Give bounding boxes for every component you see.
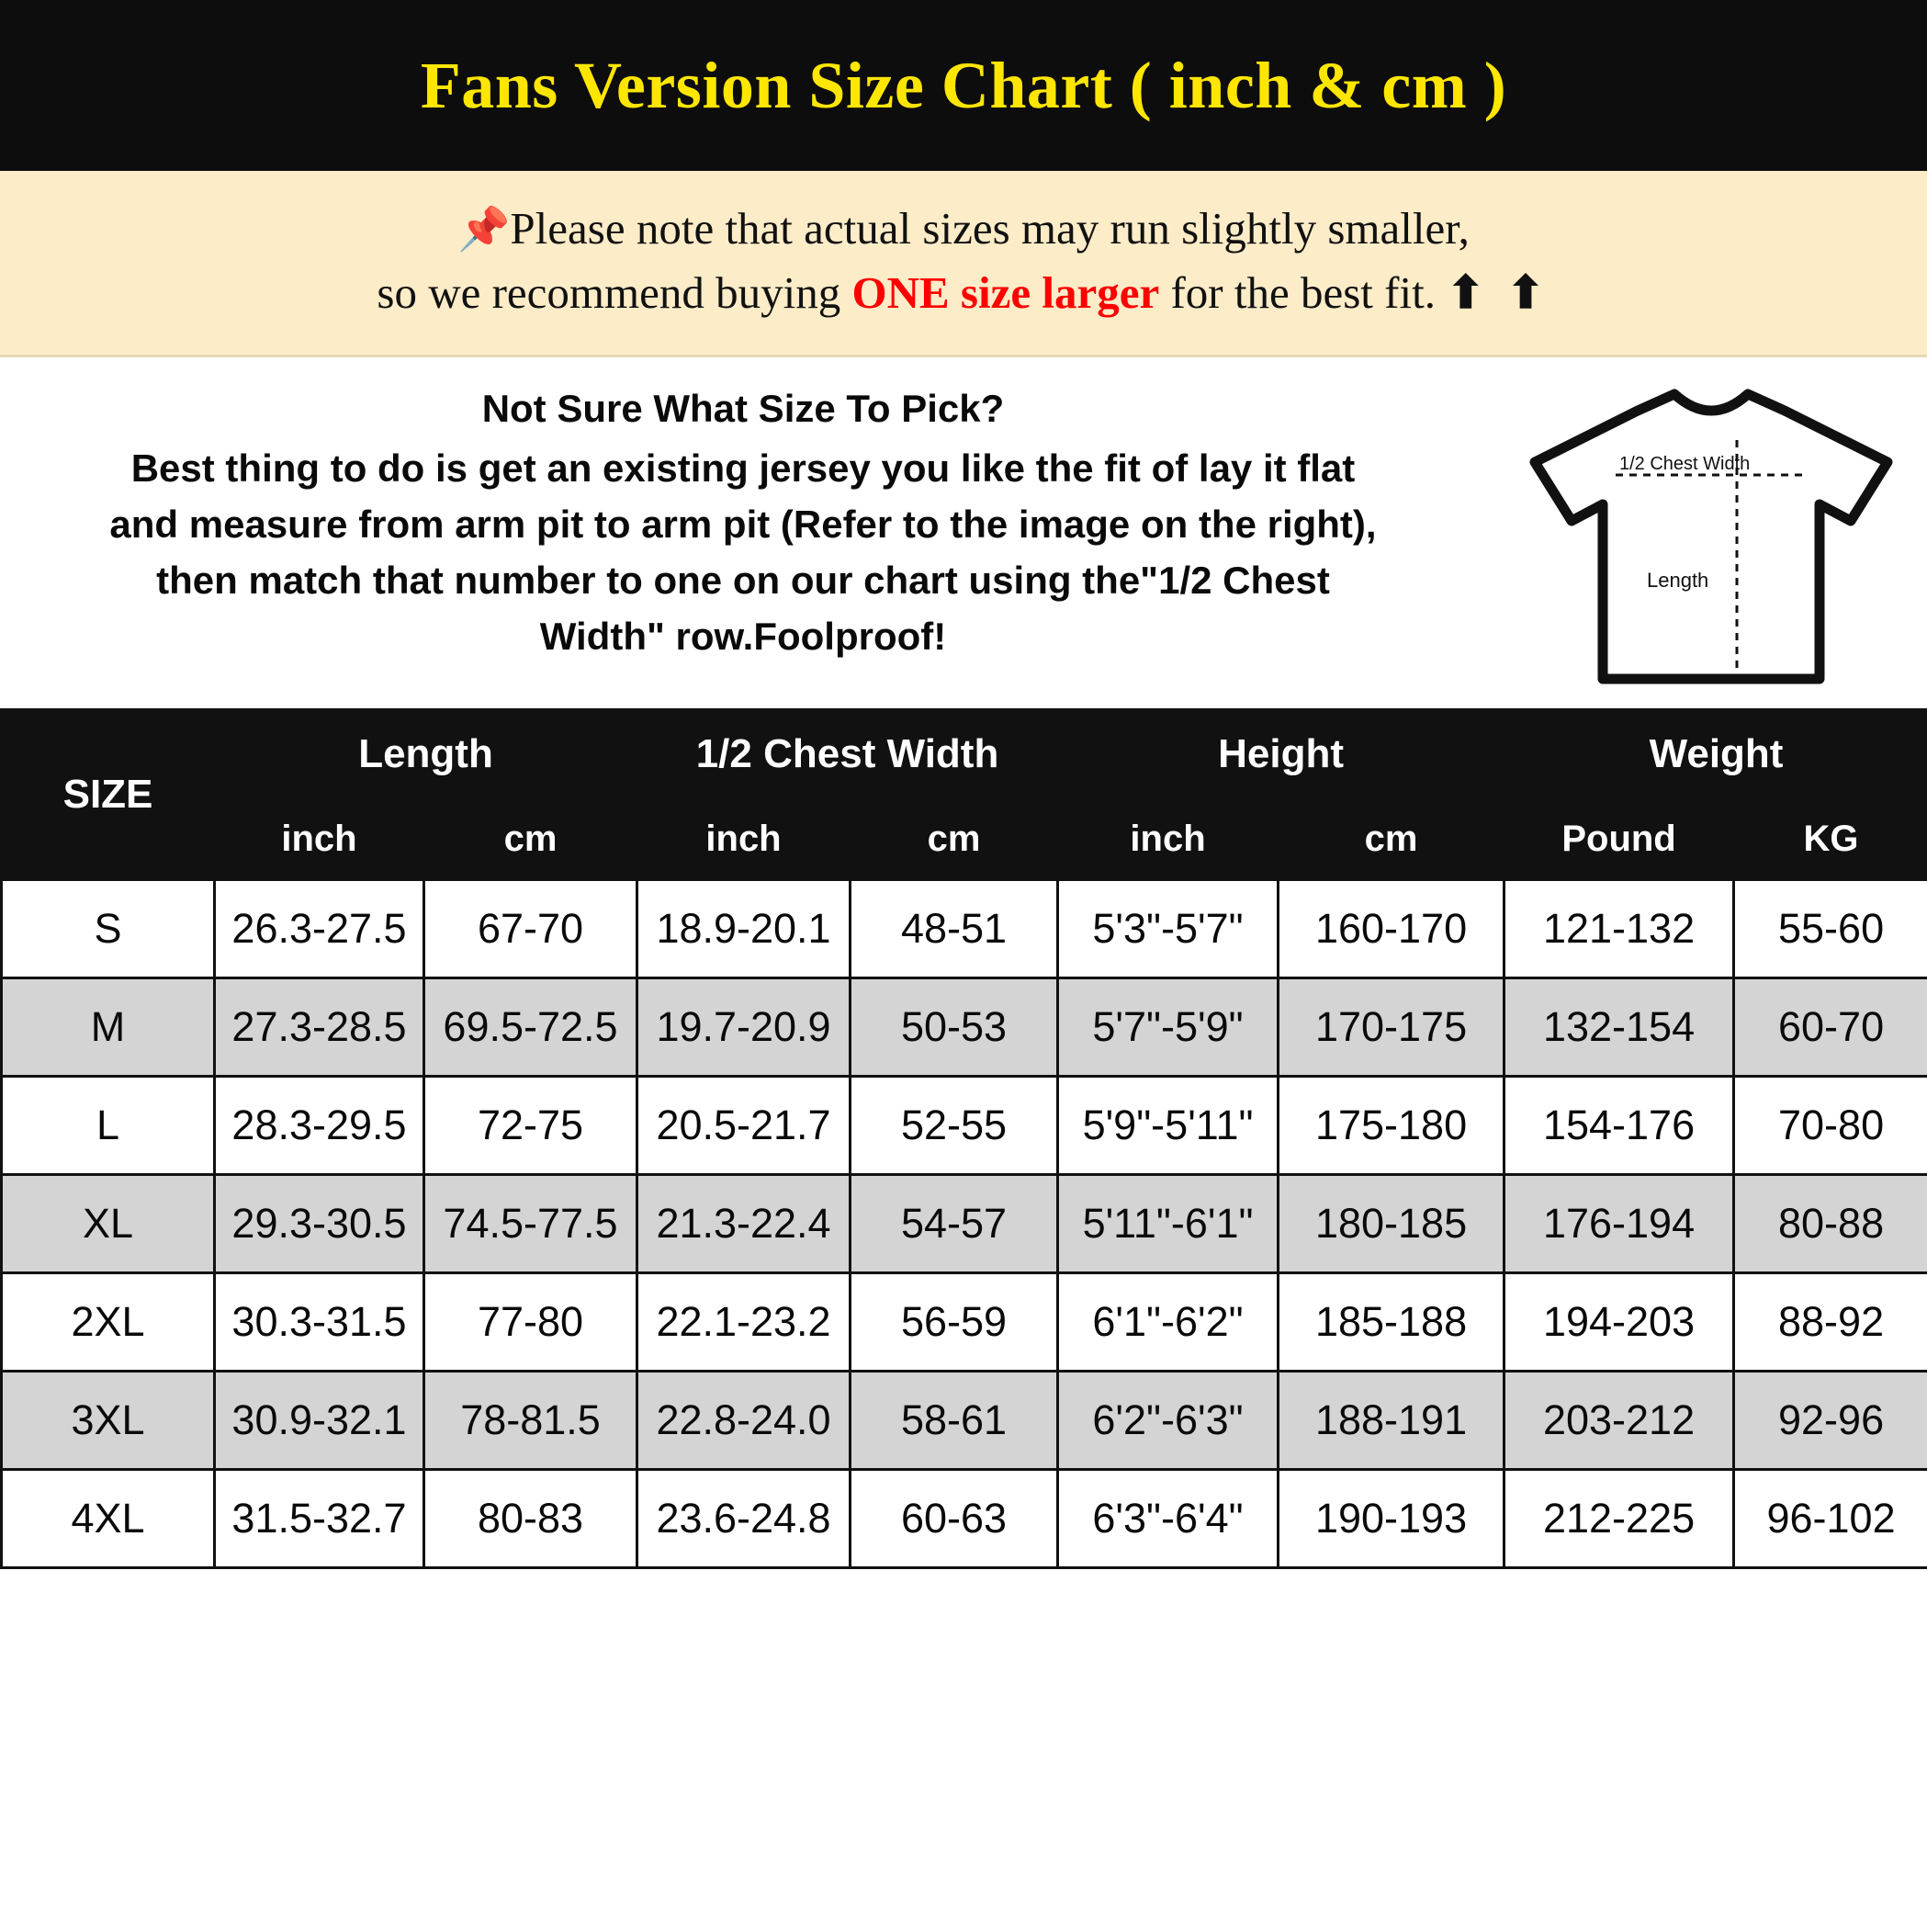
up-arrows-icon: ⬆ ⬆ (1447, 267, 1550, 319)
cell-height-inch: 5'9"-5'11" (1058, 1077, 1279, 1175)
cell-weight-pound: 154-176 (1504, 1077, 1734, 1175)
cell-height-inch: 6'1"-6'2" (1058, 1273, 1279, 1372)
column-header-chest-inch: inch (637, 799, 851, 880)
column-header-height-cm: cm (1279, 799, 1504, 880)
advice-line-4: Width" row.Foolproof! (539, 614, 947, 658)
cell-height-inch: 5'11"-6'1" (1058, 1175, 1279, 1273)
note-line2-pre: so we recommend buying (377, 267, 852, 319)
cell-chest-cm: 58-61 (851, 1372, 1058, 1470)
cell-chest-cm: 54-57 (851, 1175, 1058, 1273)
column-header-weight-kg: KG (1734, 799, 1927, 880)
cell-length-cm: 67-70 (424, 880, 637, 978)
cell-length-cm: 74.5-77.5 (424, 1175, 637, 1273)
column-header-height-inch: inch (1058, 799, 1279, 880)
cell-weight-pound: 176-194 (1504, 1175, 1734, 1273)
chest-width-label: 1/2 Chest Width (1619, 454, 1751, 475)
size-table (0, 708, 1927, 1569)
cell-chest-cm: 56-59 (851, 1273, 1058, 1372)
advice-text (0, 381, 1495, 664)
cell-height-inch: 6'2"-6'3" (1058, 1372, 1279, 1470)
note-banner (0, 171, 1927, 357)
cell-height-cm: 185-188 (1279, 1273, 1504, 1372)
cell-chest-inch: 20.5-21.7 (637, 1077, 851, 1175)
table-row (2, 1175, 1927, 1273)
cell-length-inch: 29.3-30.5 (215, 1175, 424, 1273)
cell-length-inch: 30.3-31.5 (215, 1273, 424, 1372)
cell-weight-kg: 96-102 (1734, 1470, 1927, 1568)
table-row (2, 1273, 1927, 1372)
cell-chest-inch: 23.6-24.8 (637, 1470, 851, 1568)
cell-chest-inch: 18.9-20.1 (637, 880, 851, 978)
cell-length-inch: 30.9-32.1 (215, 1372, 424, 1470)
cell-chest-cm: 48-51 (851, 880, 1058, 978)
cell-chest-cm: 50-53 (851, 978, 1058, 1077)
cell-height-cm: 175-180 (1279, 1077, 1504, 1175)
table-row (2, 1077, 1927, 1175)
column-header-length-cm: cm (424, 799, 637, 880)
cell-size: XL (2, 1175, 215, 1273)
cell-weight-kg: 88-92 (1734, 1273, 1927, 1372)
note-line1-text: Please note that actual sizes may run slightly smaller, (510, 203, 1470, 254)
cell-length-inch: 26.3-27.5 (215, 880, 424, 978)
cell-size: S (2, 880, 215, 978)
cell-size: L (2, 1077, 215, 1175)
title-bar (0, 0, 1927, 171)
column-group-weight: Weight (1504, 710, 1927, 799)
cell-weight-kg: 80-88 (1734, 1175, 1927, 1273)
table-header-row-groups (2, 710, 1927, 799)
cell-weight-kg: 70-80 (1734, 1077, 1927, 1175)
note-emphasis: ONE size larger (851, 267, 1160, 319)
column-header-length-inch: inch (215, 799, 424, 880)
cell-height-cm: 160-170 (1279, 880, 1504, 978)
cell-weight-kg: 60-70 (1734, 978, 1927, 1077)
cell-weight-pound: 132-154 (1504, 978, 1734, 1077)
table-row (2, 880, 1927, 978)
advice-headline: Not Sure What Size To Pick? (481, 387, 1005, 431)
advice-section (0, 357, 1927, 708)
table-header-row-units (2, 799, 1927, 880)
pushpin-icon: 📌 (457, 206, 511, 253)
column-group-chest-width: 1/2 Chest Width (637, 710, 1058, 799)
table-header (2, 710, 1927, 880)
cell-size: 4XL (2, 1470, 215, 1568)
cell-length-cm: 78-81.5 (424, 1372, 637, 1470)
column-header-size: SIZE (2, 710, 215, 880)
advice-line-1: Best thing to do is get an existing jersey you like the fit of lay it flat (130, 446, 1356, 491)
column-group-length: Length (215, 710, 637, 799)
cell-height-cm: 180-185 (1279, 1175, 1504, 1273)
table-body (2, 880, 1927, 1568)
cell-chest-inch: 22.1-23.2 (637, 1273, 851, 1372)
cell-height-inch: 6'3"-6'4" (1058, 1470, 1279, 1568)
cell-length-inch: 28.3-29.5 (215, 1077, 424, 1175)
cell-length-inch: 27.3-28.5 (215, 978, 424, 1077)
cell-chest-cm: 60-63 (851, 1470, 1058, 1568)
cell-weight-kg: 92-96 (1734, 1372, 1927, 1470)
cell-weight-pound: 121-132 (1504, 880, 1734, 978)
cell-length-cm: 72-75 (424, 1077, 637, 1175)
cell-size: 2XL (2, 1273, 215, 1372)
cell-chest-inch: 22.8-24.0 (637, 1372, 851, 1470)
cell-height-cm: 170-175 (1279, 978, 1504, 1077)
table-row (2, 1470, 1927, 1568)
cell-chest-cm: 52-55 (851, 1077, 1058, 1175)
cell-size: M (2, 978, 215, 1077)
cell-weight-pound: 212-225 (1504, 1470, 1734, 1568)
cell-size: 3XL (2, 1372, 215, 1470)
advice-line-2: and measure from arm pit to arm pit (Refer to the image on the right), (109, 503, 1377, 547)
cell-height-cm: 190-193 (1279, 1470, 1504, 1568)
column-group-height: Height (1058, 710, 1504, 799)
cell-length-cm: 77-80 (424, 1273, 637, 1372)
cell-length-cm: 80-83 (424, 1470, 637, 1568)
cell-weight-pound: 194-203 (1504, 1273, 1734, 1372)
cell-height-cm: 188-191 (1279, 1372, 1504, 1470)
cell-height-inch: 5'7"-5'9" (1058, 978, 1279, 1077)
advice-line-3: then match that number to one on our chart using the"1/2 Chest (156, 558, 1330, 602)
length-label: Length (1647, 569, 1709, 593)
tshirt-icon (1527, 387, 1895, 690)
cell-weight-kg: 55-60 (1734, 880, 1927, 978)
table-row (2, 978, 1927, 1077)
cell-chest-inch: 19.7-20.9 (637, 978, 851, 1077)
column-header-chest-cm: cm (851, 799, 1058, 880)
cell-length-cm: 69.5-72.5 (424, 978, 637, 1077)
cell-weight-pound: 203-212 (1504, 1372, 1734, 1470)
table-row (2, 1372, 1927, 1470)
cell-chest-inch: 21.3-22.4 (637, 1175, 851, 1273)
cell-height-inch: 5'3"-5'7" (1058, 880, 1279, 978)
cell-length-inch: 31.5-32.7 (215, 1470, 424, 1568)
page-title: Fans Version Size Chart ( inch & cm ) (420, 48, 1507, 122)
column-header-weight-pound: Pound (1504, 799, 1734, 880)
tshirt-diagram (1495, 381, 1927, 690)
note-line2-post: for the best fit. (1159, 267, 1448, 319)
